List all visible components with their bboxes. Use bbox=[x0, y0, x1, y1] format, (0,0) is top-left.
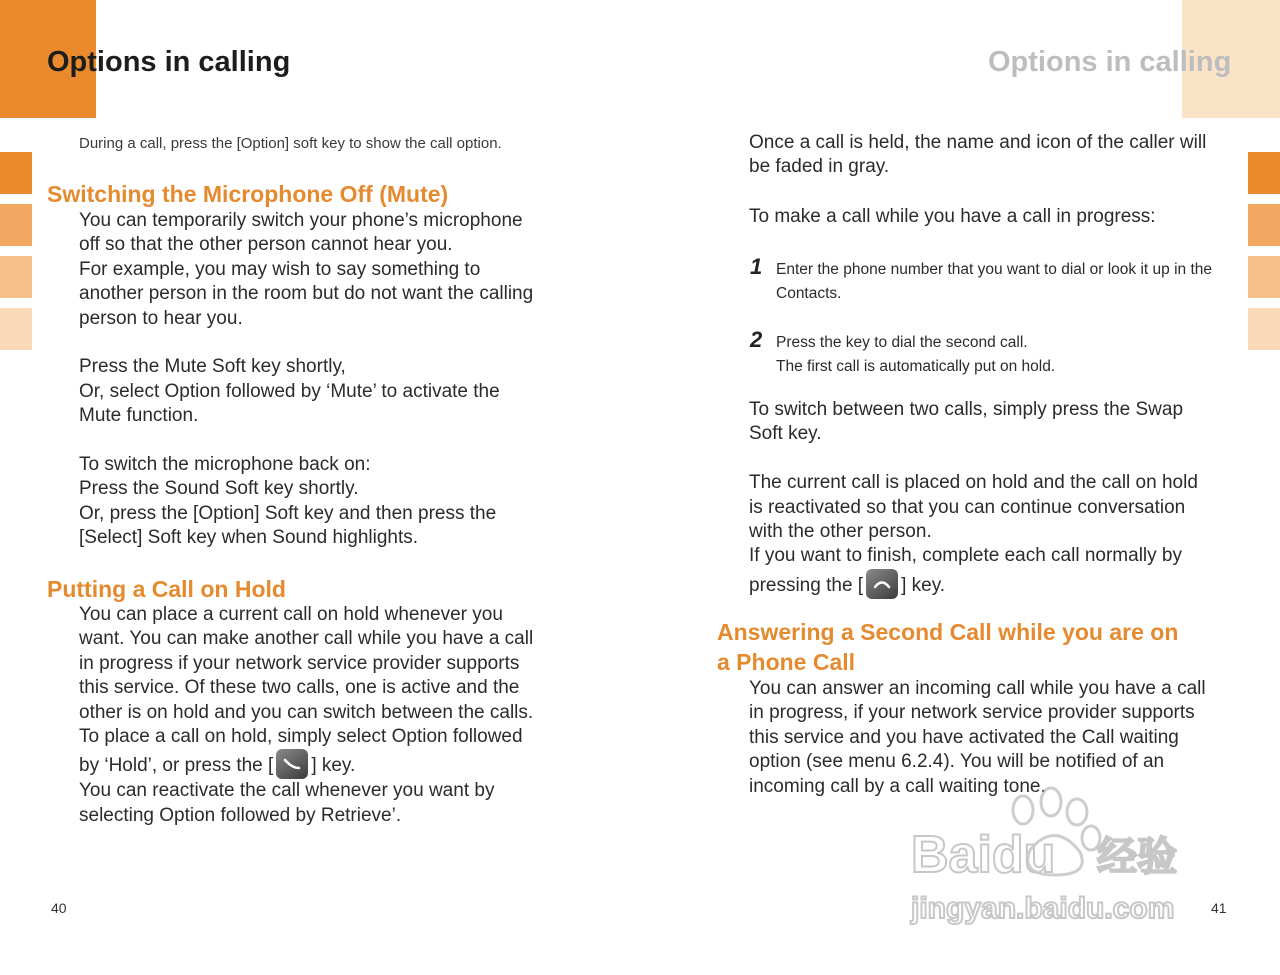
text-line: You can reactivate the call whenever you want by bbox=[79, 780, 495, 802]
held-paragraph bbox=[749, 131, 1239, 180]
text-line: The current call is placed on hold and the call on hold bbox=[749, 472, 1198, 494]
text-line: For example, you may wish to say something to bbox=[79, 258, 481, 280]
text-line: You can temporarily switch your phone’s microphone bbox=[79, 210, 523, 231]
end-call-key-icon bbox=[866, 569, 898, 599]
left-tab-4 bbox=[0, 308, 32, 350]
text-line: Or, select Option followed by ‘Mute’ to activate the bbox=[79, 380, 500, 402]
text-line: To switch the microphone back on: bbox=[79, 454, 371, 476]
mute-heading: Switching the Microphone Off (Mute) bbox=[47, 181, 449, 207]
text-line: another person in the room but do not want the calling bbox=[79, 283, 534, 305]
second-call-heading bbox=[717, 617, 1237, 677]
text-line: is reactivated so that you can continue conversation bbox=[749, 496, 1186, 518]
end-line-after: ] key. bbox=[901, 574, 946, 596]
text-line: want. You can make another call while you have a call bbox=[79, 628, 534, 650]
text-line: with the other person. bbox=[749, 521, 932, 543]
switch-paragraph bbox=[749, 398, 1239, 599]
step-number: 1 bbox=[750, 254, 763, 279]
intro-text: During a call, press the [Option] soft key to show the call option. bbox=[79, 135, 502, 152]
text-line: off so that the other person cannot hear you. bbox=[79, 234, 453, 256]
hold-key-icon bbox=[276, 749, 308, 779]
text-line: Press the Mute Soft key shortly, bbox=[79, 356, 346, 378]
text-line: be faded in gray. bbox=[749, 156, 890, 178]
left-tab-2 bbox=[0, 204, 32, 246]
text-line: this service. Of these two calls, one is active and the bbox=[79, 677, 520, 699]
text-line: Press the Sound Soft key shortly. bbox=[79, 478, 359, 500]
hold-key-line bbox=[79, 749, 569, 779]
left-tab-1 bbox=[0, 152, 32, 194]
blank-line bbox=[79, 429, 569, 453]
baidu-paw-icon bbox=[905, 780, 1205, 930]
text-line: Or, press the [Option] Soft key and then press the bbox=[79, 502, 497, 524]
hold-heading: Putting a Call on Hold bbox=[47, 576, 286, 602]
hold-line-before: by ‘Hold’, or press the [ bbox=[79, 755, 274, 777]
text-line: incoming call by a call waiting tone. bbox=[749, 775, 1046, 797]
text-line: To place a call on hold, simply select Option followed bbox=[79, 726, 523, 748]
right-tab-1 bbox=[1248, 152, 1280, 194]
text-line: You can place a current call on hold whenever you bbox=[79, 604, 503, 625]
text-line: option (see menu 6.2.4). You will be notified of an bbox=[749, 751, 1165, 773]
right-tab-2 bbox=[1248, 204, 1280, 246]
text-line: If you want to finish, complete each call normally by bbox=[749, 545, 1182, 567]
text-line: this service and you have activated the Call waiting bbox=[749, 726, 1179, 748]
mute-section-body bbox=[79, 209, 569, 551]
step-1-text bbox=[776, 258, 1236, 307]
right-tab-3 bbox=[1248, 256, 1280, 298]
hold-line-after: ] key. bbox=[311, 755, 356, 777]
step-line: Press the key to dial the second call. bbox=[776, 334, 1028, 351]
baidu-watermark bbox=[905, 780, 1205, 930]
hold-section-body bbox=[79, 603, 569, 828]
step-line: The first call is automatically put on hold. bbox=[776, 358, 1056, 376]
watermark-brand: Baidu bbox=[911, 826, 1056, 884]
left-tab-3 bbox=[0, 256, 32, 298]
heading-line: a Phone Call bbox=[717, 649, 856, 675]
end-key-line bbox=[749, 569, 1239, 599]
end-line-before: pressing the [ bbox=[749, 574, 864, 596]
text-line: Mute function. bbox=[79, 405, 199, 427]
page-number-right: 41 bbox=[1211, 900, 1227, 916]
text-line: Once a call is held, the name and icon of the caller will bbox=[749, 132, 1207, 153]
text-line: other is on hold and you can switch between the calls. bbox=[79, 701, 534, 723]
make-call-paragraph: To make a call while you have a call in progress: bbox=[749, 206, 1156, 227]
step-line: Contacts. bbox=[776, 285, 842, 303]
text-line: in progress if your network service provider supports bbox=[79, 652, 520, 674]
watermark-url: jingyan.baidu.com bbox=[911, 892, 1175, 925]
step-line: Enter the phone number that you want to dial or look it up in the bbox=[776, 261, 1212, 278]
heading-line: Answering a Second Call while you are on bbox=[717, 619, 1179, 645]
step-2-text bbox=[776, 331, 1236, 380]
text-line: person to hear you. bbox=[79, 307, 243, 329]
text-line: [Select] Soft key when Sound highlights. bbox=[79, 527, 419, 549]
text-line: in progress, if your network service provider supports bbox=[749, 702, 1195, 724]
watermark-cn: 经验 bbox=[1097, 835, 1177, 879]
text-line: You can answer an incoming call while you have a call bbox=[749, 678, 1206, 699]
blank-line bbox=[749, 447, 1239, 471]
left-page-title: Options in calling bbox=[47, 46, 291, 78]
step-number: 2 bbox=[750, 327, 763, 352]
right-tab-4 bbox=[1248, 308, 1280, 350]
text-line: selecting Option followed by Retrieve’. bbox=[79, 804, 402, 826]
text-line: To switch between two calls, simply press the Swap bbox=[749, 399, 1184, 420]
blank-line bbox=[79, 331, 569, 355]
right-page-title: Options in calling bbox=[988, 46, 1232, 78]
page-number-left: 40 bbox=[51, 900, 67, 916]
text-line: Soft key. bbox=[749, 423, 822, 445]
